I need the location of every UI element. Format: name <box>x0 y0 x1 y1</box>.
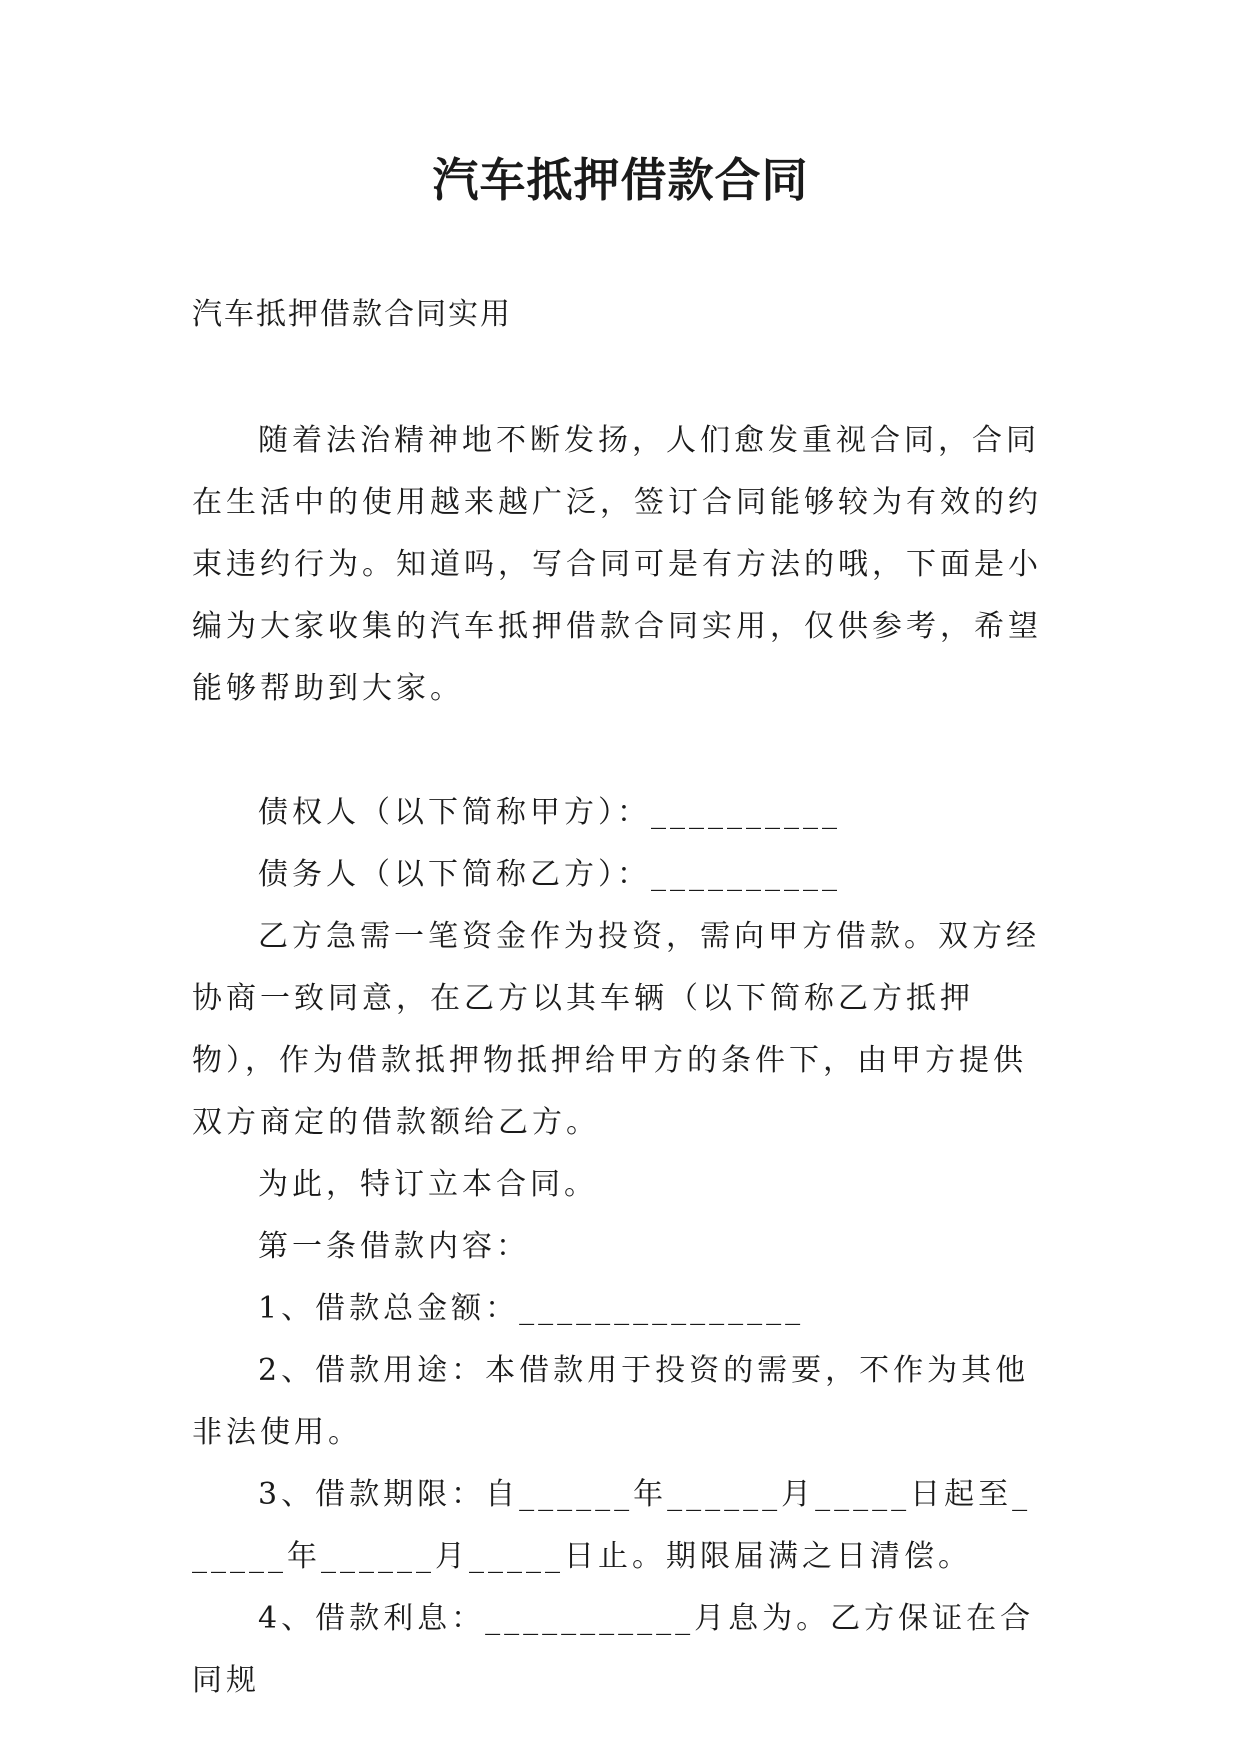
document-subtitle: 汽车抵押借款合同实用 <box>192 297 512 332</box>
document-body <box>192 410 1050 1712</box>
paragraph-gap <box>192 720 1050 782</box>
document-title: 汽车抵押借款合同 <box>432 153 809 207</box>
article1-heading: 第一条借款内容： <box>258 1229 530 1264</box>
preamble-paragraph: 乙方急需一笔资金作为投资，需向甲方借款。双方经协商一致同意，在乙方以其车辆（以下简称乙方抵押物），作为借款抵押物抵押给甲方的条件下，由甲方提供双方商定的借款额给乙方。 <box>192 919 1040 1140</box>
purpose-statement: 为此，特订立本合同。 <box>258 1167 598 1202</box>
item-loan-interest: 4、借款利息：___________月息为。乙方保证在合同规 <box>192 1601 1035 1698</box>
intro-paragraph: 随着法治精神地不断发扬，人们愈发重视合同，合同在生活中的使用越来越广泛，签订合同能够较为有效的约束违约行为。知道吗，写合同可是有方法的哦，下面是小编为大家收集的汽车抵押借款合同实用，仅供参考，希望能够帮助到大家。 <box>192 423 1042 706</box>
creditor-line: 债权人（以下简称甲方）：__________ <box>258 795 841 830</box>
debtor-line: 债务人（以下简称乙方）：__________ <box>258 857 841 892</box>
item-loan-term: 3、借款期限：自______年______月_____日起至______年______月_____日止。期限届满之日清偿。 <box>192 1477 1032 1574</box>
item-loan-purpose: 2、借款用途：本借款用于投资的需要，不作为其他非法使用。 <box>192 1353 1030 1450</box>
item-loan-amount: 1、借款总金额：_______________ <box>258 1291 805 1326</box>
